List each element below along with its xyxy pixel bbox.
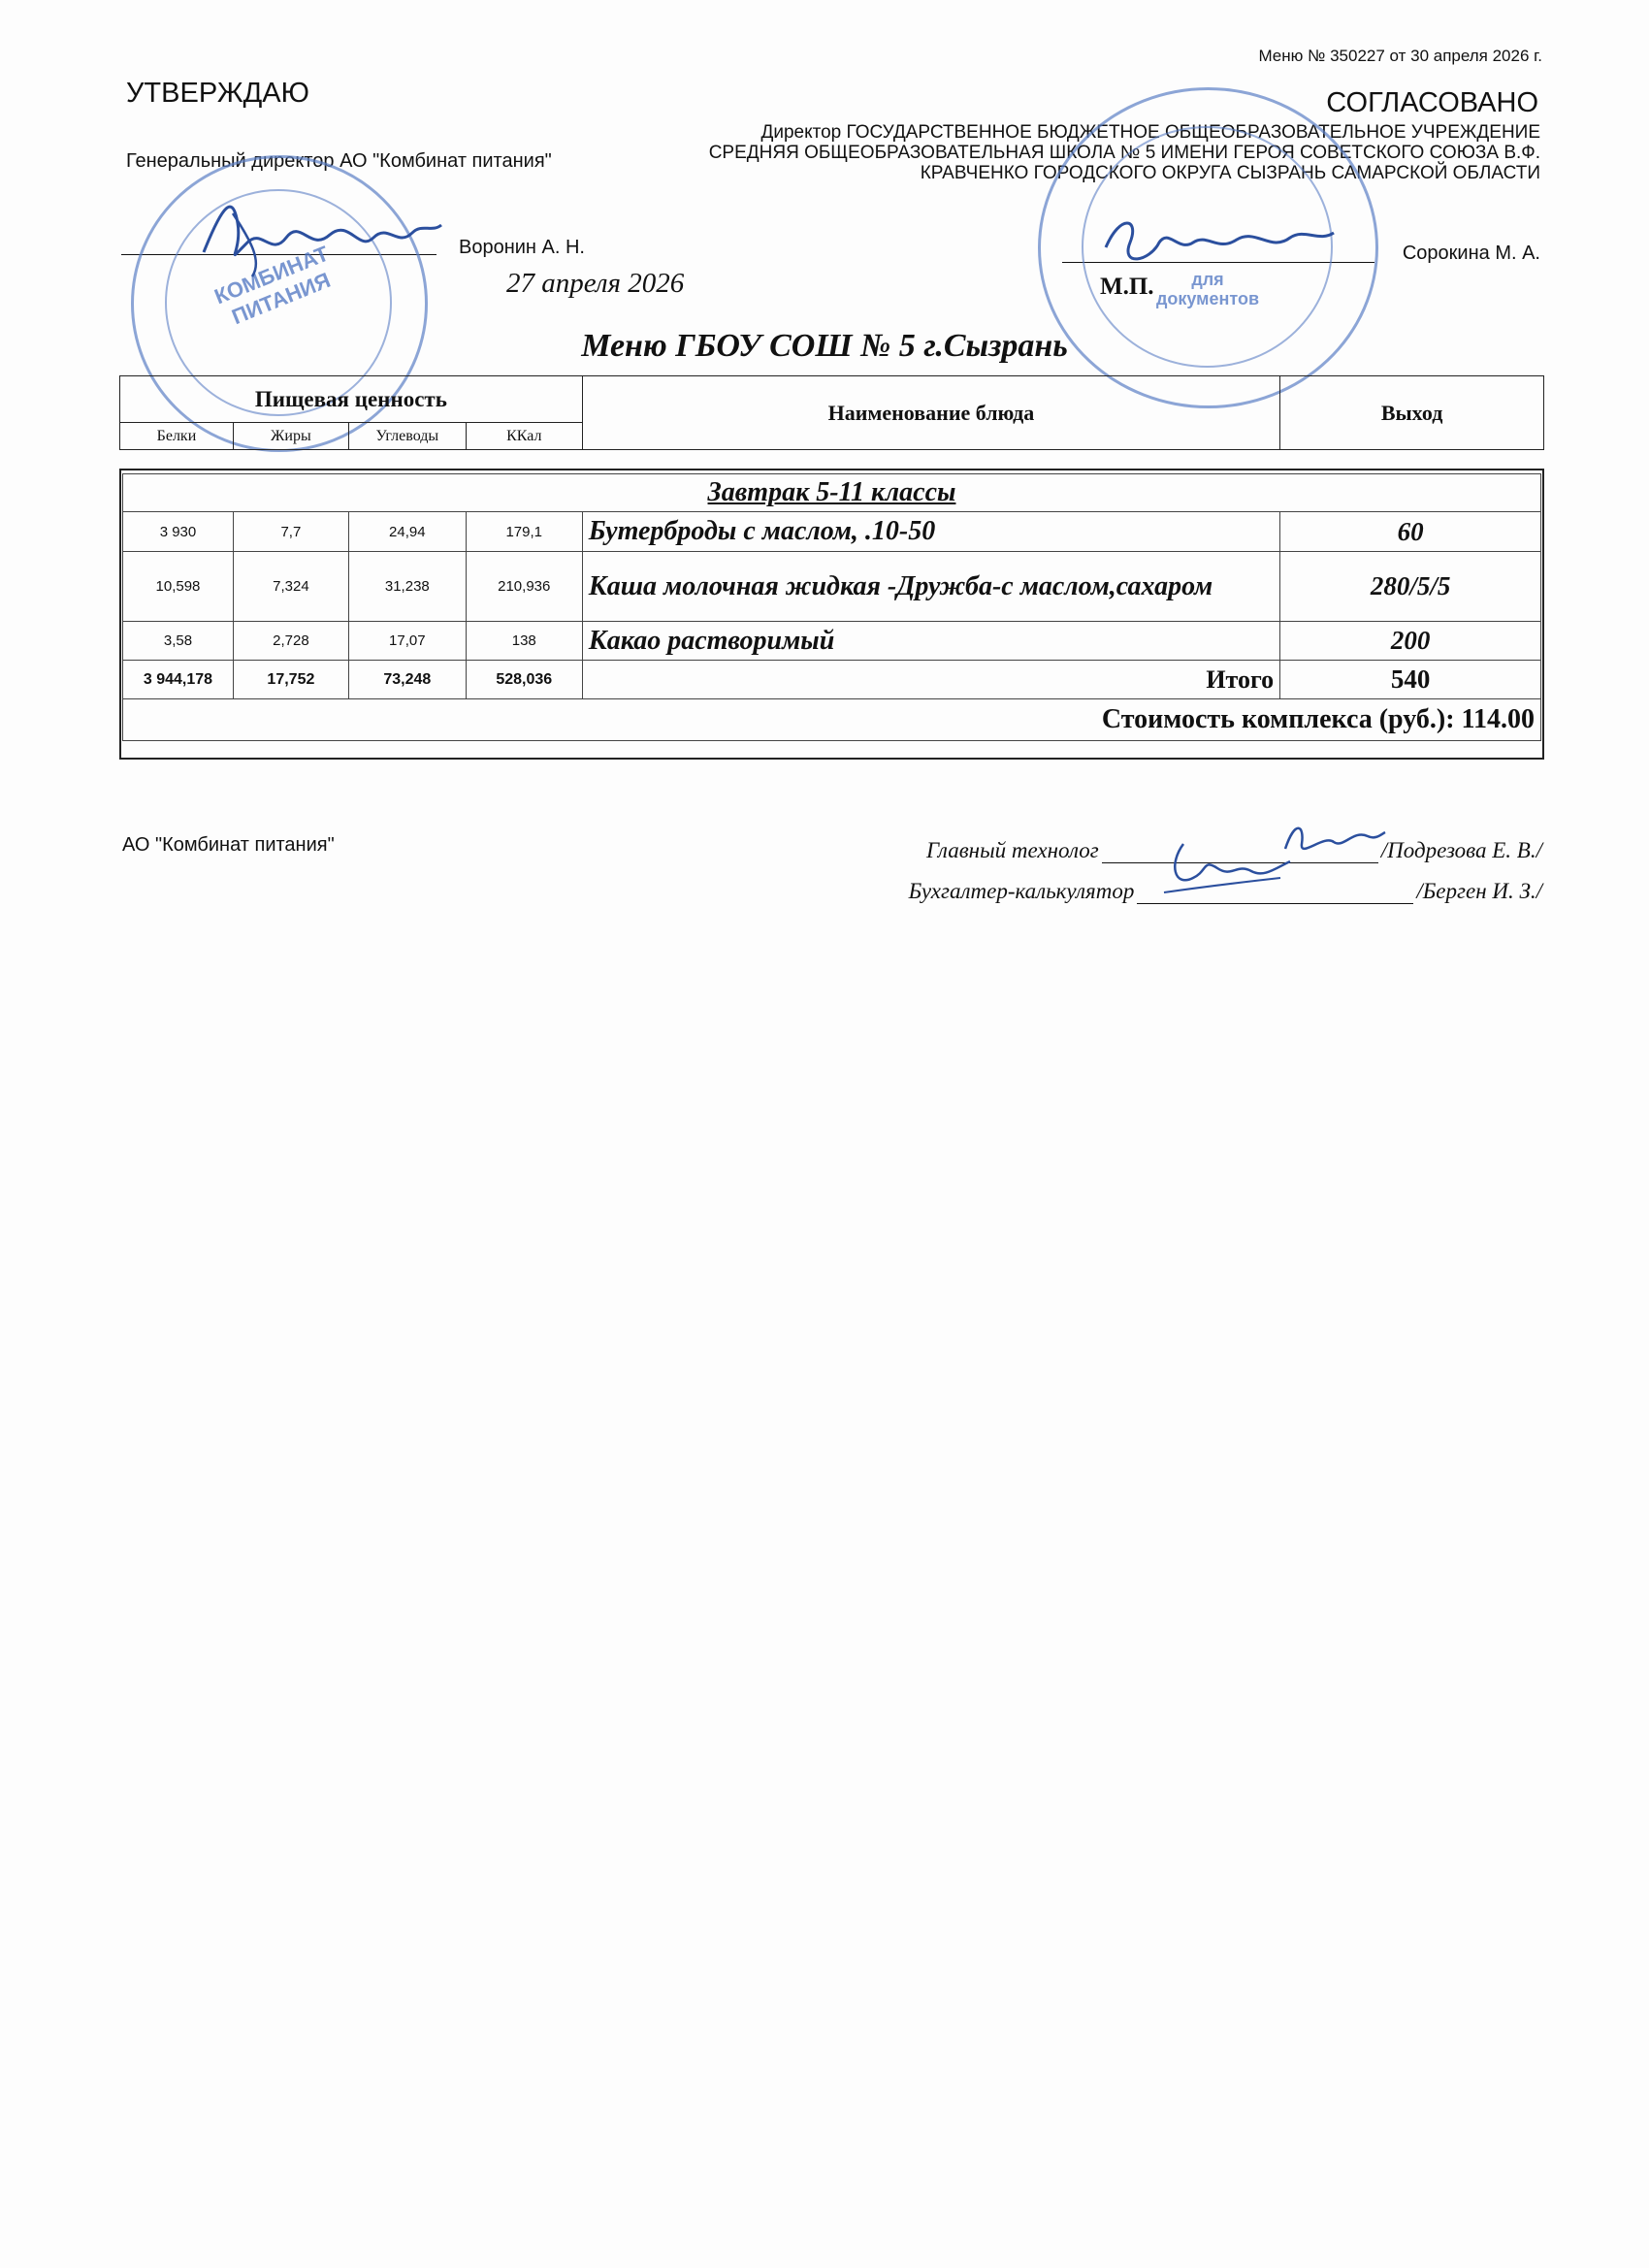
yield-header: Выход xyxy=(1280,376,1544,450)
carbs-header: Углеводы xyxy=(348,423,466,450)
technologist-name: /Подрезова Е. В./ xyxy=(1380,838,1542,862)
meal-title-row xyxy=(123,474,1541,512)
total-carbs: 73,248 xyxy=(348,661,466,699)
accountant-name: /Берген И. З./ xyxy=(1416,879,1542,903)
page-title: Меню ГБОУ СОШ № 5 г.Сызрань xyxy=(581,328,1068,364)
dish-cell: Какао растворимый xyxy=(582,622,1279,661)
menu-table xyxy=(122,473,1541,741)
kcal-cell: 179,1 xyxy=(466,512,582,552)
accountant-signature-line xyxy=(1137,903,1413,904)
kcal-cell: 210,936 xyxy=(466,552,582,622)
technologist-role: Главный технолог xyxy=(926,838,1099,862)
technologist-signature-line xyxy=(1102,862,1378,863)
fat-cell: 2,728 xyxy=(233,622,348,661)
menu-number: Меню № 350227 от 30 апреля 2026 г. xyxy=(1258,47,1542,65)
total-kcal: 528,036 xyxy=(466,661,582,699)
approve-title: УТВЕРЖДАЮ xyxy=(126,78,309,109)
yield-cell: 200 xyxy=(1280,622,1541,661)
fat-header: Жиры xyxy=(233,423,348,450)
dish-header: Наименование блюда xyxy=(582,376,1279,450)
yield-cell: 60 xyxy=(1280,512,1541,552)
total-yield: 540 xyxy=(1280,661,1541,699)
complex-cost: Стоимость комплекса (руб.): 114.00 xyxy=(123,699,1541,741)
total-label: Итого xyxy=(582,661,1279,699)
accountant-role: Бухгалтер-калькулятор xyxy=(908,879,1135,903)
kcal-cell: 138 xyxy=(466,622,582,661)
accountant-row xyxy=(909,879,1542,904)
meal-title: Завтрак 5-11 классы xyxy=(123,474,1541,512)
right-stamp-text: для документов xyxy=(1155,270,1260,308)
agree-position: Директор ГОСУДАРСТВЕННОЕ БЮДЖЕТНОЕ ОБЩЕОБРАЗОВАТЕЛЬНОЕ УЧРЕЖДЕНИЕ СРЕДНЯЯ ОБЩЕОБРАЗОВАТЕЛЬНАЯ ШКОЛА № 5 ИМЕНИ ГЕРОЯ СОВЕТСКОГО СОЮЗА В.Ф. КРАВЧЕНКО ГОРОДСКОГО ОКРУГА СЫЗРАНЬ САМАРСКОЙ ОБЛАСТИ xyxy=(708,122,1540,183)
table-row xyxy=(123,552,1541,622)
agree-name: Сорокина М. А. xyxy=(1402,243,1540,264)
total-protein: 3 944,178 xyxy=(123,661,234,699)
fat-cell: 7,324 xyxy=(233,552,348,622)
protein-cell: 3 930 xyxy=(123,512,234,552)
company-footer: АО "Комбинат питания" xyxy=(122,834,335,856)
nutrition-header: Пищевая ценность xyxy=(120,376,583,423)
dish-cell: Бутерброды с маслом, .10-50 xyxy=(582,512,1279,552)
table-row xyxy=(123,622,1541,661)
protein-header: Белки xyxy=(120,423,234,450)
left-stamp-text: КОМБИНАТ ПИТАНИЯ xyxy=(210,241,334,330)
total-row xyxy=(123,661,1541,699)
carbs-cell: 17,07 xyxy=(348,622,466,661)
dish-cell: Каша молочная жидкая -Дружба-с маслом,сахаром xyxy=(582,552,1279,622)
approve-name: Воронин А. Н. xyxy=(459,237,585,258)
stamp-place-mark: М.П. xyxy=(1100,274,1154,300)
carbs-cell: 24,94 xyxy=(348,512,466,552)
cost-row xyxy=(123,699,1541,741)
technologist-row xyxy=(926,838,1542,863)
approve-position: Генеральный директор АО "Комбинат питания" xyxy=(126,150,552,172)
protein-cell: 10,598 xyxy=(123,552,234,622)
total-fat: 17,752 xyxy=(233,661,348,699)
carbs-cell: 31,238 xyxy=(348,552,466,622)
fat-cell: 7,7 xyxy=(233,512,348,552)
menu-header-table xyxy=(119,375,1544,450)
table-row xyxy=(123,512,1541,552)
agree-title: СОГЛАСОВАНО xyxy=(1326,87,1538,118)
kcal-header: ККал xyxy=(466,423,582,450)
yield-cell: 280/5/5 xyxy=(1280,552,1541,622)
approve-date: 27 апреля 2026 xyxy=(506,268,685,299)
protein-cell: 3,58 xyxy=(123,622,234,661)
